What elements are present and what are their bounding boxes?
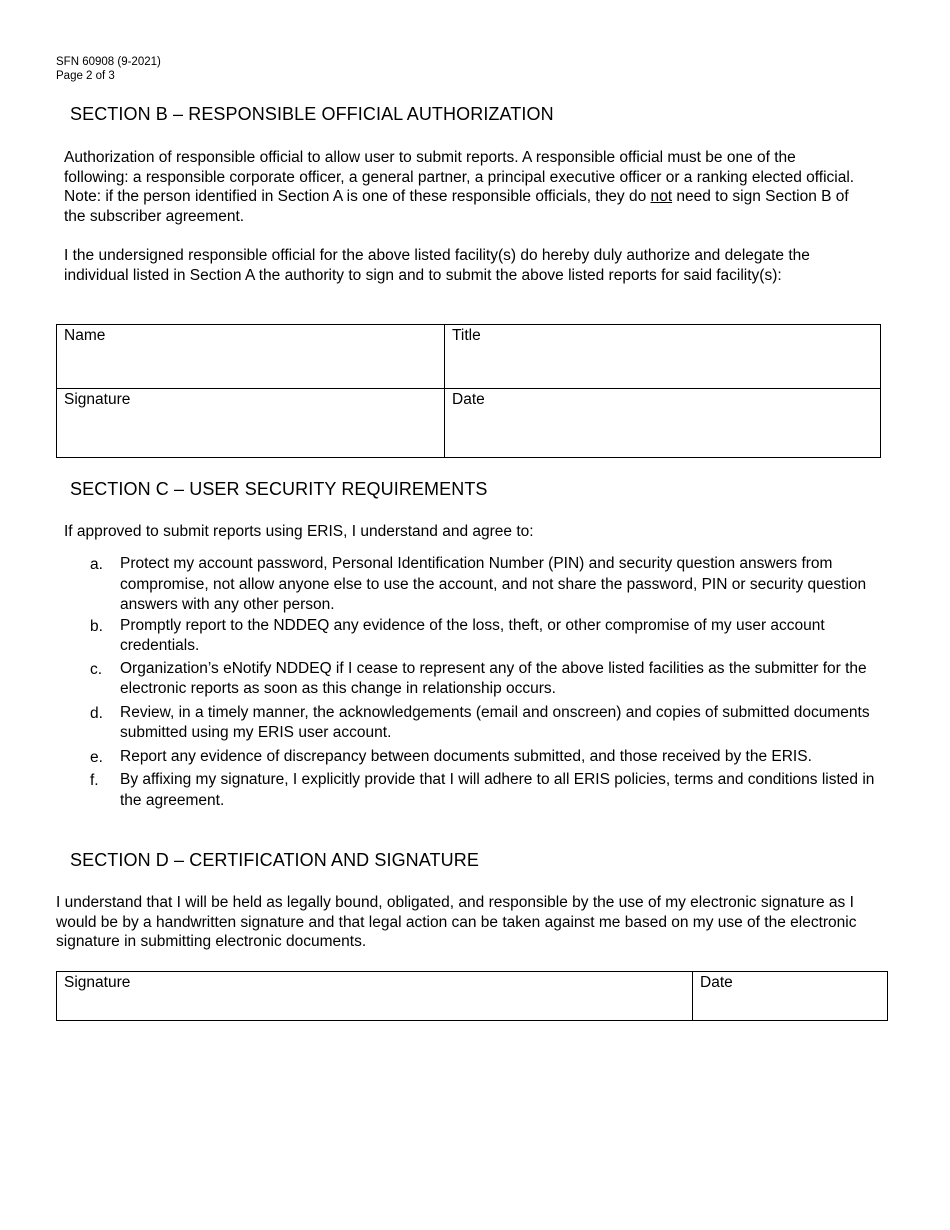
page-number: Page 2 of 3: [56, 70, 115, 82]
name-label: Name: [64, 327, 106, 344]
section-b-paragraph-1: Authorization of responsible official to allow user to submit reports. A responsible official must be one of the following: a responsible corporate officer, a general partner, a principal executive officer or a ranking elected official. Note: if the person identified in Section A is one of these responsible officials, they do not need to sign Section B of the subscriber agreement.: [64, 149, 855, 225]
section-d-paragraph: I understand that I will be held as legally bound, obligated, and responsible by the use of my electronic signature as I would be by a handwritten signature and that legal action can be taken against me based on my use of the electronic signature in submitting electronic documents.: [56, 894, 857, 951]
section-d-title: SECTION D – CERTIFICATION AND SIGNATURE: [70, 850, 479, 870]
form-id: SFN 60908 (9-2021): [56, 56, 161, 68]
date-field[interactable]: [445, 389, 881, 458]
certification-signature-table: [56, 971, 888, 1021]
form-header: [56, 55, 161, 83]
security-requirements-list: [90, 554, 880, 811]
name-field[interactable]: [57, 325, 445, 389]
section-b-paragraph-2: I the undersigned responsible official for the above listed facility(s) do hereby duly authorize and delegate the individual listed in Section A the authority to sign and to submit the above listed reports for said facility(s):: [64, 247, 810, 284]
section-c-title: SECTION C – USER SECURITY REQUIREMENTS: [70, 479, 488, 499]
list-item: d. Review, in a timely manner, the acknowledgements (email and onscreen) and copies of submitted documents submitted using my ERIS user account.: [90, 703, 870, 741]
list-item: a. Protect my account password, Personal Identification Number (PIN) and security question answers from compromise, not allow anyone else to use the account, and not share the password, PIN or security question answers with any other person.: [90, 555, 867, 613]
signature-label: Signature: [64, 391, 131, 408]
section-b-title: SECTION B – RESPONSIBLE OFFICIAL AUTHORIZATION: [70, 104, 554, 124]
certification-date-field[interactable]: [693, 972, 888, 1021]
title-label: Title: [452, 327, 481, 344]
signature-label: Signature: [64, 974, 131, 991]
responsible-official-table: [56, 324, 881, 458]
list-item: f. By affixing my signature, I explicitly provide that I will adhere to all ERIS policies, terms and conditions listed in the agreement.: [90, 771, 875, 809]
list-item: b. Promptly report to the NDDEQ any evidence of the loss, theft, or other compromise of my user account credentials.: [90, 616, 825, 654]
signature-field[interactable]: [57, 389, 445, 458]
date-label: Date: [452, 391, 485, 408]
underlined-not: not: [650, 188, 673, 206]
section-c-intro: If approved to submit reports using ERIS, I understand and agree to:: [64, 523, 534, 540]
date-label: Date: [700, 974, 733, 991]
list-item: e. Report any evidence of discrepancy between documents submitted, and those received by the ERIS.: [90, 747, 812, 766]
list-item: c. Organization’s eNotify NDDEQ if I cease to represent any of the above listed facilities as the submitter for the electronic reports as soon as this change in relationship occurs.: [90, 659, 867, 697]
certification-signature-field[interactable]: [57, 972, 693, 1021]
title-field[interactable]: [445, 325, 881, 389]
